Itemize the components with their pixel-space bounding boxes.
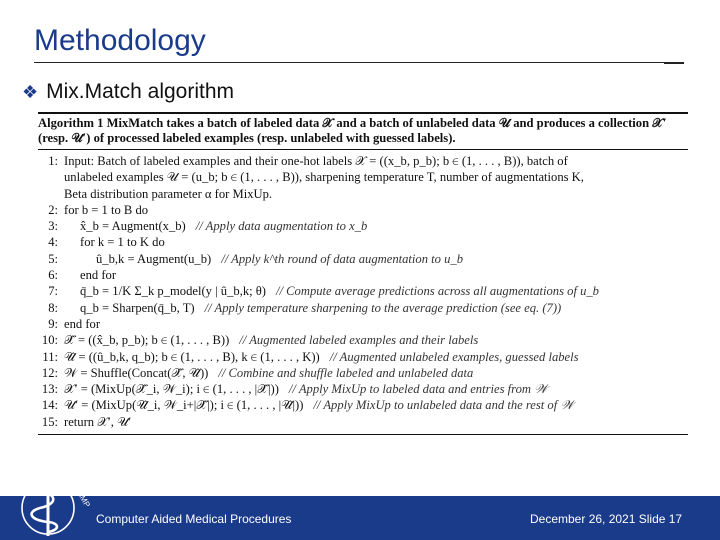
line-statement: for k = 1 to K do [80,235,165,250]
title-underline [34,62,684,63]
bullet-item [22,80,234,104]
footer-date-slide: December 26, 2021 Slide 17 [530,512,683,526]
line-code [64,300,688,316]
line-number: 11: [42,349,58,364]
logo-letters: CAMP [72,484,92,509]
line-statement: x̂_b = Augment(x_b) [80,219,186,234]
line-comment: // Apply data augmentation to x_b [195,219,368,234]
line-code [64,414,688,430]
line-number: 4: [48,235,58,250]
line-code [64,332,688,348]
line-comment: // Apply k^th round of data augmentation to u_b [221,251,463,266]
line-statement: û_b,k = Augment(u_b) [96,251,212,266]
line-number: 9: [48,316,58,331]
algorithm-caption [38,114,688,149]
algorithm-line [38,332,688,348]
algorithm-line [38,153,688,169]
line-code [64,397,688,413]
algorithm-line [38,300,688,316]
line-continuation: unlabeled examples 𝒰 = (u_b; b ∈ (1, . . . , B)), sharpening temperature T, number of augmentations K, [64,170,584,185]
line-number: 15: [41,414,58,429]
line-number: 10: [41,333,58,348]
line-comment: // Augmented labeled examples and their labels [239,333,479,348]
diamond-bullet-icon: ❖ [22,81,39,102]
algorithm-line [38,414,688,430]
line-code [64,218,688,234]
line-comment: // Compute average predictions across all augmentations of u_b [276,284,599,299]
line-number: 13: [41,382,58,397]
line-number: 12: [41,365,58,380]
line-number: 3: [48,219,58,234]
algorithm-caption-name: MixMatch [106,116,164,130]
line-number: 6: [48,268,58,283]
line-statement: return 𝒳′, 𝒰′ [64,414,132,429]
line-statement: q̄_b = 1/K Σ_k p_model(y | û_b,k; θ) [80,284,266,299]
algorithm-bottom-rule [38,434,688,435]
line-statement: 𝒰̂ = ((û_b,k, q_b); b ∈ (1, . . . , B), k ∈ (1, . . . , K)) [64,349,320,364]
algorithm-line [38,365,688,381]
algorithm-line [38,283,688,299]
algorithm-line [38,251,688,267]
line-code [64,202,688,218]
algorithm-line [38,381,688,397]
algorithm-line [38,267,688,283]
line-code [64,234,688,250]
algorithm-box [38,112,688,435]
line-code [64,153,688,169]
slide-title: Methodology [34,24,206,57]
line-continuation: Beta distribution parameter α for MixUp. [64,186,273,201]
line-comment: // Combine and shuffle labeled and unlabeled data [218,365,474,380]
line-code [64,349,688,365]
line-statement: Input: Batch of labeled examples and their one-hot labels 𝒳 = ((x_b, p_b); b ∈ (1, . . . , B)), batch of [64,154,568,168]
line-number: 1: [48,154,58,168]
algorithm-line [38,397,688,413]
line-statement: 𝒲 = Shuffle(Concat(𝒳̂, 𝒰̂)) [64,365,209,380]
line-statement: for b = 1 to B do [64,202,149,217]
line-number: 7: [48,284,58,299]
algorithm-lines [38,150,688,430]
algorithm-line [38,349,688,365]
line-number: 14: [41,398,58,413]
algorithm-line [38,218,688,234]
line-code [64,267,688,283]
algorithm-line [38,316,688,332]
algorithm-caption-label: Algorithm 1 [38,116,104,130]
footer-organization: Computer Aided Medical Procedures [96,512,292,526]
line-code [64,283,688,299]
line-number: 8: [48,300,58,315]
line-code [64,316,688,332]
line-number: 2: [48,202,58,217]
line-comment: // Apply MixUp to unlabeled data and the rest of 𝒲 [313,398,574,413]
line-statement: 𝒳̂ = ((x̂_b, p_b); b ∈ (1, . . . , B)) [64,333,230,348]
camp-logo-icon [16,466,96,540]
line-statement: end for [64,316,101,331]
line-statement: 𝒳′ = (MixUp(𝒳̂_i, 𝒲_i); i ∈ (1, . . . , |𝒳̂|)) [64,382,279,397]
algorithm-line [38,234,688,250]
line-statement: 𝒰′ = (MixUp(𝒰̂_i, 𝒲_i+|𝒳̂|); i ∈ (1, . . . , |𝒰̂|)) [64,398,304,413]
line-code [64,251,688,267]
line-comment: // Apply temperature sharpening to the average prediction (see eq. (7)) [204,300,562,315]
line-statement: q_b = Sharpen(q̄_b, T) [80,300,195,315]
algorithm-caption-text: takes a batch of labeled data 𝒳 and a batch of unlabeled data 𝒰 and produces a collection 𝒳′ (resp. 𝒰′) of processed labeled examples (resp. unlabeled with guessed labels). [38,116,667,145]
line-code [64,381,688,397]
line-comment: // Augmented unlabeled examples, guessed labels [329,349,579,364]
line-statement: end for [80,268,117,283]
title-underline-tail [664,62,684,64]
bullet-text: Mix.Match algorithm [46,80,235,103]
line-code [64,365,688,381]
line-number: 5: [48,251,58,266]
line-comment: // Apply MixUp to labeled data and entries from 𝒲 [288,382,548,397]
algorithm-line [38,202,688,218]
